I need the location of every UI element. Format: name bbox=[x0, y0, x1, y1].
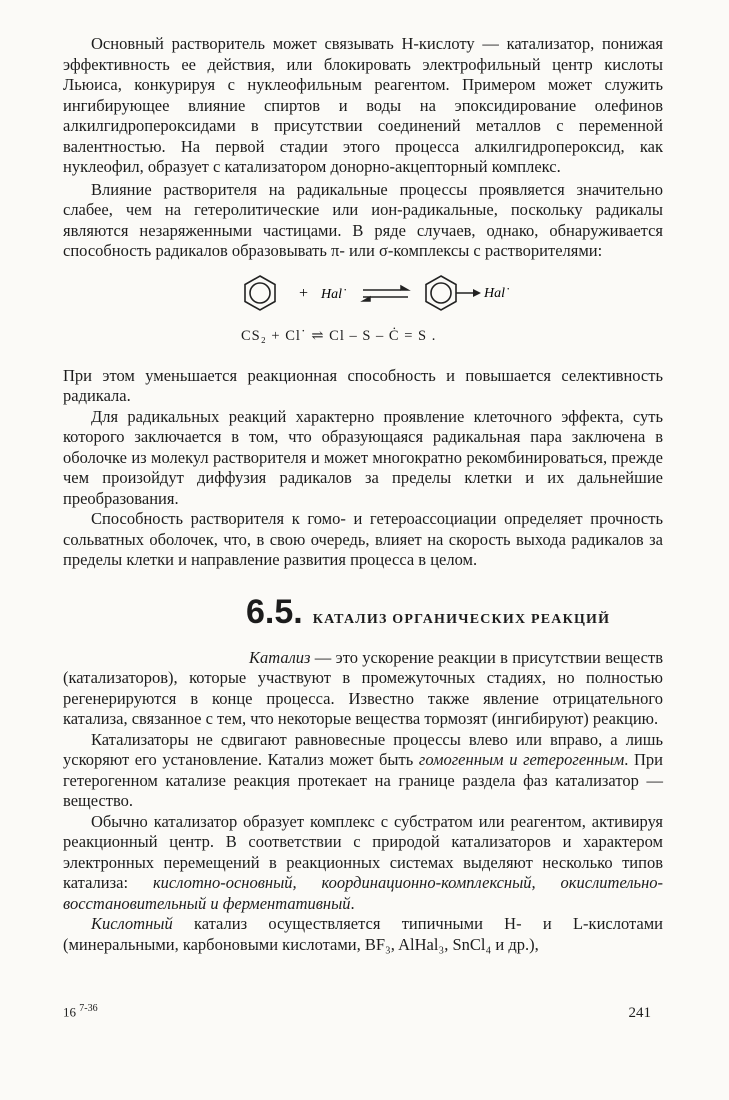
hal-right: Hal˙ bbox=[484, 285, 510, 301]
conjunction-and: и bbox=[503, 750, 524, 769]
section-title: КАТАЛИЗ ОРГАНИЧЕСКИХ РЕАКЦИЙ bbox=[312, 611, 611, 627]
paragraph-solvent-basic: Основный растворитель может связывать H-кислоту — катализатор, понижая эффективность ее действия, или блокировать электрофильный центр кислоты Льюиса, конкурируя с нуклеофильным реагентом. Примером может служить ингибирующее влияние спиртов и воды на эпоксидирование олефинов алкилгидропероксидами в присутствии соединений металлов с переменной валентностью. На первой стадии этого процесса алкилгидропероксид, как нуклеофил, образует с катализатором донорно-акцепторный комплекс. bbox=[63, 34, 663, 176]
complex-arrow-head bbox=[473, 289, 481, 297]
paragraph-catalysis-classes bbox=[63, 812, 663, 915]
section-number: 6.5. bbox=[246, 592, 303, 631]
paragraph-catalysis-definition bbox=[63, 648, 663, 730]
catalysis-class-list: кислотно-основный, координационно-комплексный, окислительно-восстановительный и ферментативный bbox=[63, 873, 663, 913]
paragraph-acid-catalysis bbox=[63, 914, 663, 955]
cs2-equation: CS₂ + Cl˙ ⇌ Cl – S – Ċ = S . bbox=[241, 327, 437, 344]
signature-sub: 7-36 bbox=[79, 1003, 98, 1014]
paragraph-catalysis-types bbox=[63, 730, 663, 812]
page-number: 241 bbox=[628, 1005, 651, 1021]
section-heading bbox=[246, 593, 663, 632]
benzene-ring-left bbox=[245, 276, 275, 310]
term-heterogeneous: гетерогенным bbox=[523, 750, 625, 769]
printer-signature bbox=[63, 1003, 98, 1020]
plus-sign: + bbox=[299, 284, 309, 302]
paragraph-radical-influence: Влияние растворителя на радикальные процессы проявляется значительно слабее, чем на гетеролитические или ион-радикальные, поскольку радикалы являются незаряженными частицами. В ряде случаев, однако, обнаруживается способность радикалов образовывать π- или σ-комплексы с растворителями: bbox=[63, 179, 663, 260]
equilibrium-arrows bbox=[363, 286, 408, 301]
catalysis-types-text-a: Катализаторы не сдвигают равновесные процессы влево или вправо, а лишь ускоряют его установление. Катализ может быть bbox=[63, 729, 663, 769]
signature-number: 16 bbox=[63, 1004, 76, 1020]
catalysis-classes-text-a: Обычно катализатор образует комплекс с субстратом или реагентом, активируя реакционный центр. В соответствии с природой катализаторов и характером электронных перемещений в реакционных системах выделяют несколько типов катализа: bbox=[63, 811, 663, 892]
radical-complex-equations bbox=[63, 266, 663, 358]
term-homogeneous: гомогенным bbox=[418, 750, 504, 769]
term-catalysis: Катализ bbox=[249, 647, 311, 667]
paragraph-association: Способность растворителя к гомо- и гетероассоциации определяет прочность сольватных оболочек, что, в свою очередь, влияет на скорость выхода радикалов за пределы клетки и направление развития процесса в целом. bbox=[63, 509, 663, 569]
term-acid: Кислотный bbox=[91, 914, 173, 933]
acid-catalysis-text: катализ осуществляется типичными H- и L-кислотами (минеральными, карбоновыми кислотами, BF₃, AlHal₃, SnCl₄ и др.), bbox=[63, 914, 663, 954]
benzene-ring-right bbox=[426, 276, 473, 310]
catalysis-types-text-b: . При гетерогенном катализе реакция протекает на границе раздела фаз катализатор — вещество. bbox=[63, 750, 664, 810]
catalysis-definition-text: — это ускорение реакции в присутствии веществ (катализаторов), которые участвуют в промежуточных стадиях, но полностью регенерируются в конце процесса. Известно также явление отрицательного катализа, связанное с тем, что некоторые вещества тормозят (ингибируют) реакцию. bbox=[63, 647, 663, 728]
hal-left: Hal˙ bbox=[321, 286, 347, 302]
catalysis-classes-text-b: . bbox=[350, 893, 355, 913]
paragraph-reactivity: При этом уменьшается реакционная способность и повышается селективность радикала. bbox=[63, 365, 663, 405]
paragraph-cage-effect: Для радикальных реакций характерно проявление клеточного эффекта, суть которого заключается в том, что образующаяся радикальная пара заключена в оболочке из молекул растворителя и может многократно рекомбинироваться, прежде чем произойдут диффузия радикалов за пределы клетки и их дальнейшие преобразования. bbox=[63, 406, 663, 508]
page-content bbox=[63, 34, 663, 955]
